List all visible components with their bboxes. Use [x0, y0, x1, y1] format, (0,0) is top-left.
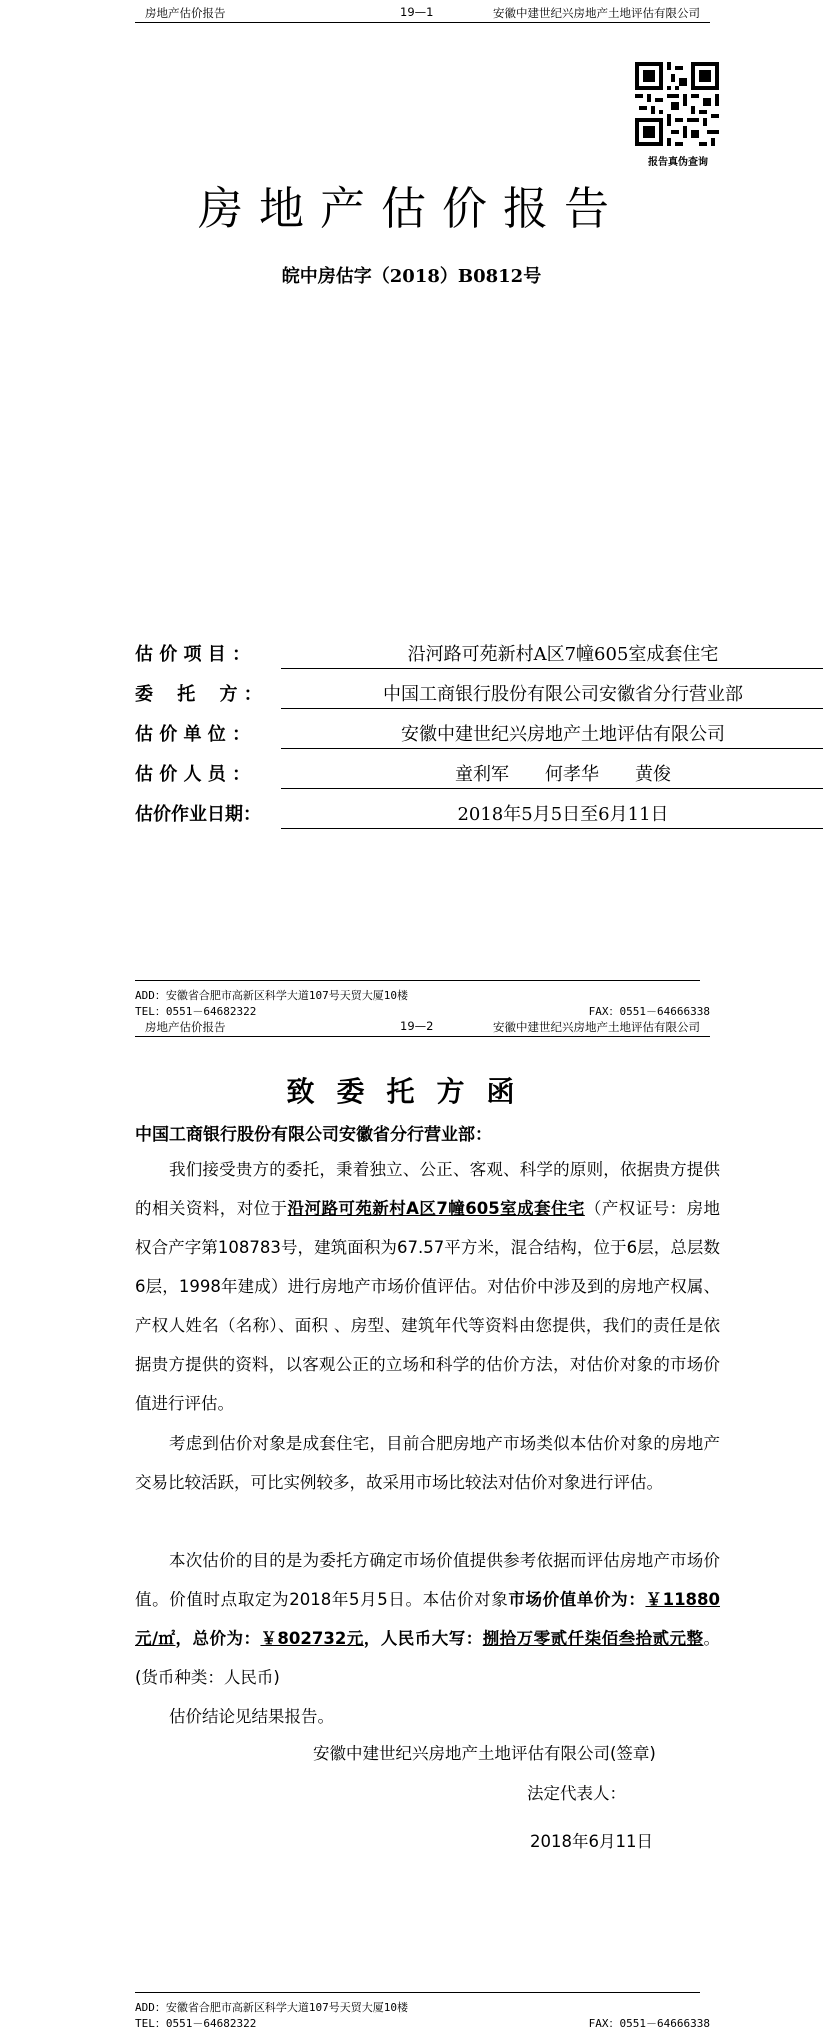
legal-representative: 法定代表人： [527, 1784, 626, 1803]
header-company: 安徽中建世纪兴房地产土地评估有限公司 [493, 6, 700, 20]
total-price-in-words: 捌拾万零贰仟柒佰叁拾贰元整 [482, 1629, 704, 1648]
info-value: 童利军 何孝华 黄俊 [281, 760, 823, 789]
footer-address: ADD：安徽省合肥市高新区科学大道107号天贸大厦10楼 [135, 989, 408, 1002]
footer-fax: FAX：0551－64666338 [588, 2017, 710, 2030]
letter-title: 致委托方函 [286, 1075, 537, 1108]
footer-tel: TEL：0551－64682322 [135, 2017, 257, 2030]
header-page-number: 19—2 [400, 1019, 434, 1033]
info-value: 安徽中建世纪兴房地产土地评估有限公司 [281, 720, 823, 749]
qr-caption: 报告真伪查询 [648, 157, 708, 168]
total-price: ￥802732元 [260, 1629, 364, 1648]
letter-paragraph-2: 考虑到估价对象是成套住宅，目前合肥房地产市场类似本估价对象的房地产交易比较活跃，可比实例较多，故采用市场比较法对估价对象进行评估。 [135, 1434, 720, 1492]
page1-footer [135, 987, 710, 1017]
info-value: 中国工商银行股份有限公司安徽省分行营业部 [281, 680, 823, 709]
page2-footer [135, 1999, 710, 2029]
info-label: 估 价 项 目 ： [135, 644, 251, 665]
info-label: 委 托 方 ： [135, 684, 262, 705]
page1-header [135, 2, 710, 23]
footer-address: ADD：安徽省合肥市高新区科学大道107号天贸大厦10楼 [135, 2001, 408, 2014]
header-company: 安徽中建世纪兴房地产土地评估有限公司 [493, 1020, 700, 1034]
header-left: 房地产估价报告 [145, 1020, 226, 1034]
footer-divider [135, 1992, 700, 1993]
info-label: 估价作业日期： [135, 804, 261, 825]
info-label: 估 价 单 位 ： [135, 724, 251, 745]
info-value: 沿河路可苑新村A区7幢605室成套住宅 [281, 640, 823, 669]
info-value: 2018年5月5日至6月11日 [281, 800, 823, 829]
property-address: 沿河路可苑新村A区7幢605室成套住宅 [287, 1199, 585, 1218]
footer-divider [135, 980, 700, 981]
letter-paragraph-3: 本次估价的目的是为委托方确定市场价值提供参考依据而评估房地产市场价值。价值时点取定为2018年5月5日。本估价对象市场价值单价为：￥11880元/㎡，总价为：￥802732元，人民币大写：捌拾万零贰仟柒佰叁拾贰元整。(货币种类：人民币) [135, 1551, 721, 1687]
page2-header [135, 1016, 710, 1037]
letter-paragraph-1: 我们接受贵方的委托，秉着独立、公正、客观、科学的原则，依据贵方提供的相关资料，对位于沿河路可苑新村A区7幢605室成套住宅（产权证号：房地权合产字第108783号，建筑面积为67.57平方米，混合结构，位于6层，总层数6层，1998年建成）进行房地产市场价值评估。对估价中涉及到的房地产权属、产权人姓名（名称）、面积 、房型、建筑年代等资料由您提供，我们的责任是依据贵方提供的资料，以客观公正的立场和科学的估价方法，对估价对象的市场价值进行评估。 [135, 1160, 721, 1413]
letter-addressee: 中国工商银行股份有限公司安徽省分行营业部： [135, 1125, 492, 1145]
footer-tel: TEL：0551－64682322 [135, 1005, 257, 1018]
letter-paragraph-4: 估价结论见结果报告。 [169, 1707, 334, 1726]
letter-date: 2018年6月11日 [530, 1832, 653, 1851]
header-page-number: 19—1 [400, 5, 434, 19]
qr-code-icon[interactable] [635, 62, 719, 146]
header-left: 房地产估价报告 [145, 6, 226, 20]
report-number: 皖中房估字（2018）B0812号 [281, 266, 542, 287]
company-signature: 安徽中建世纪兴房地产土地评估有限公司(签章) [313, 1744, 656, 1763]
unit-price: ￥11880元/㎡ [135, 1590, 720, 1648]
report-title: 房地产估价报告 [197, 182, 625, 235]
info-label: 估 价 人 员 ： [135, 764, 251, 785]
footer-fax: FAX：0551－64666338 [588, 1005, 710, 1018]
